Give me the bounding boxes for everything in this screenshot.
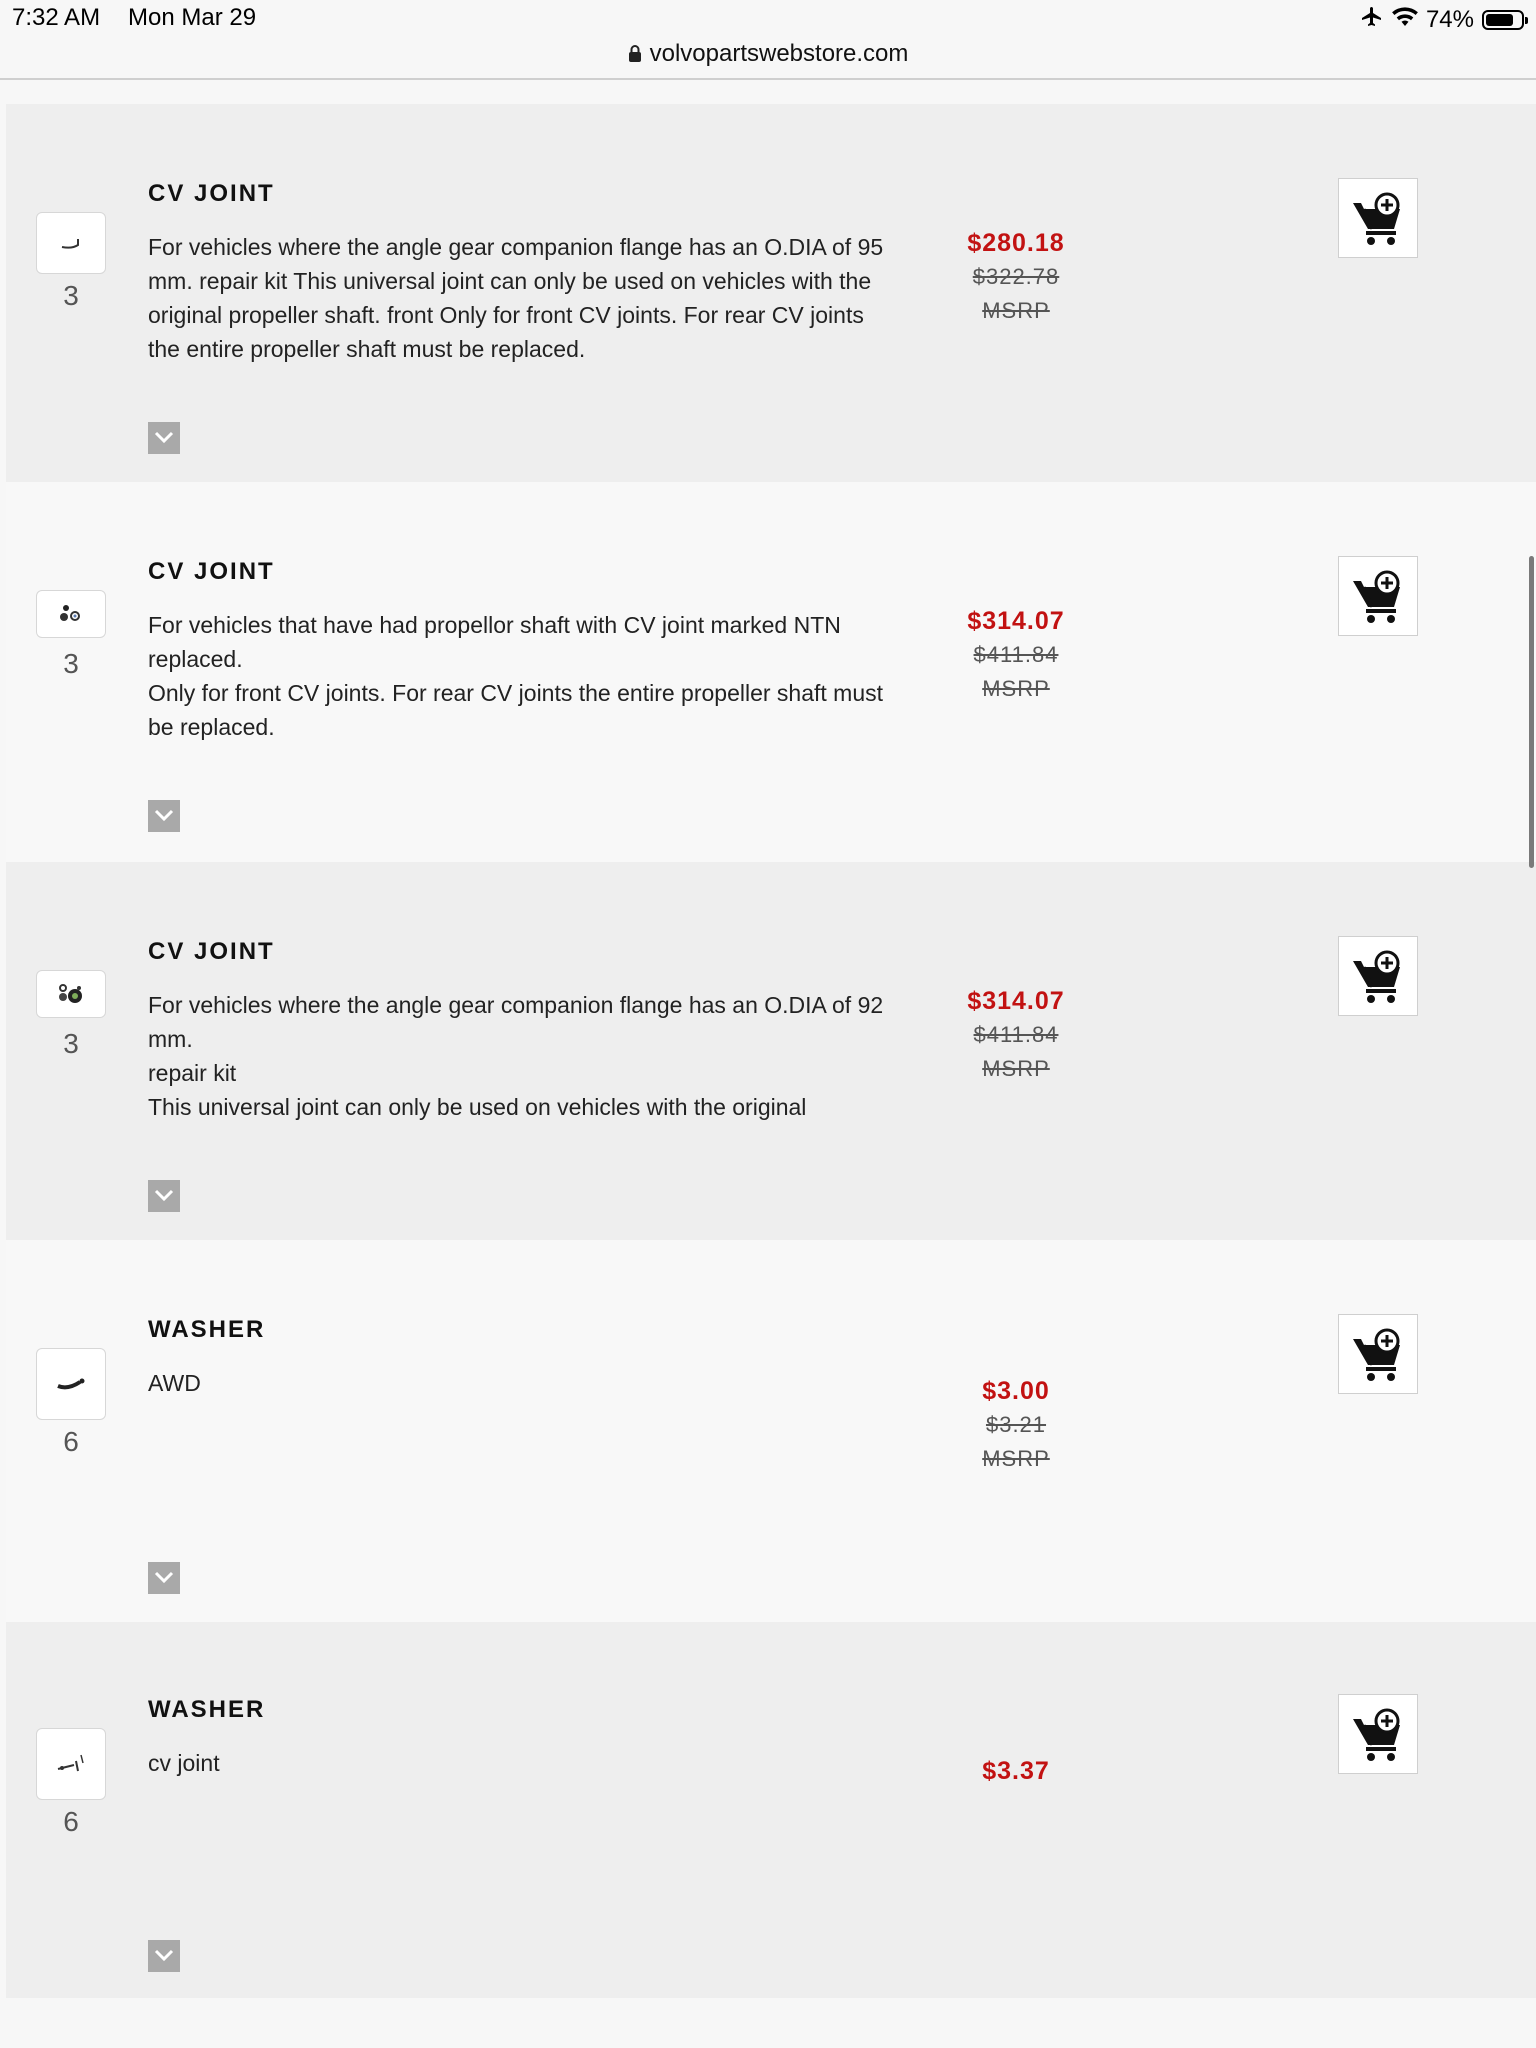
part-title[interactable]: CV JOINT — [148, 558, 275, 585]
part-row — [6, 482, 1536, 862]
price-block — [906, 984, 1126, 1086]
wifi-icon — [1392, 6, 1418, 35]
part-quantity: 6 — [63, 1426, 79, 1457]
price-block — [906, 1374, 1126, 1476]
msrp-label: MSRP — [982, 1446, 1050, 1471]
part-title[interactable]: WASHER — [148, 1316, 266, 1343]
add-to-cart-button[interactable] — [1338, 1314, 1418, 1394]
url-display[interactable] — [0, 40, 1536, 69]
expand-details-button[interactable] — [148, 1940, 180, 1972]
airplane-icon — [1360, 5, 1384, 36]
part-row — [6, 862, 1536, 1240]
expand-details-button[interactable] — [148, 1562, 180, 1594]
chevron-down-icon — [154, 1188, 174, 1204]
status-indicators — [1360, 4, 1524, 36]
expand-details-button[interactable] — [148, 1180, 180, 1212]
part-quantity: 6 — [63, 1806, 79, 1837]
address-bar[interactable] — [0, 40, 1536, 80]
parts-list — [6, 104, 1536, 1998]
part-quantity: 3 — [63, 1028, 79, 1059]
battery-icon — [1482, 10, 1524, 30]
lock-icon — [628, 41, 642, 69]
chevron-down-icon — [154, 1948, 174, 1964]
list-price: $411.84 — [973, 642, 1059, 667]
list-price: $3.21 — [985, 1412, 1047, 1437]
sale-price: $280.18 — [967, 229, 1065, 257]
part-thumbnail[interactable] — [36, 970, 106, 1018]
add-to-cart-icon — [1351, 191, 1407, 247]
expand-details-button[interactable] — [148, 800, 180, 832]
url-text: volvopartswebstore.com — [649, 40, 909, 67]
part-description: For vehicles that have had propellor shaft with CV joint marked NTN replaced. Only for front CV joints. For rear CV joints the entire propeller shaft must be replaced. — [148, 612, 884, 740]
part-description: AWD — [148, 1370, 201, 1396]
add-to-cart-icon — [1351, 1327, 1407, 1383]
part-title[interactable]: CV JOINT — [148, 938, 275, 965]
price-block — [906, 604, 1126, 706]
add-to-cart-button[interactable] — [1338, 936, 1418, 1016]
price-block — [906, 1754, 1126, 1788]
status-date: Mon Mar 29 — [128, 4, 257, 31]
add-to-cart-icon — [1351, 1707, 1407, 1763]
expand-details-button[interactable] — [148, 422, 180, 454]
add-to-cart-icon — [1351, 569, 1407, 625]
add-to-cart-button[interactable] — [1338, 1694, 1418, 1774]
msrp-label: MSRP — [982, 676, 1050, 701]
add-to-cart-icon — [1351, 949, 1407, 1005]
part-row — [6, 104, 1536, 482]
part-title[interactable]: CV JOINT — [148, 180, 275, 207]
part-description: cv joint — [148, 1750, 220, 1776]
battery-percent: 74% — [1425, 6, 1474, 33]
part-title[interactable]: WASHER — [148, 1696, 266, 1723]
status-bar — [0, 0, 1536, 40]
part-quantity: 3 — [63, 280, 79, 311]
part-thumbnail[interactable] — [36, 212, 106, 274]
list-price: $322.78 — [972, 264, 1060, 289]
part-description: For vehicles where the angle gear companion flange has an O.DIA of 95 mm. repair kit This universal joint can only be used on vehicles with the original propeller shaft. front Only for front CV joints. For rear CV joints the entire propeller shaft must be replaced. — [148, 234, 884, 362]
msrp-label: MSRP — [982, 1056, 1050, 1081]
add-to-cart-button[interactable] — [1338, 556, 1418, 636]
part-thumbnail[interactable] — [36, 1728, 106, 1800]
scrollbar[interactable] — [1529, 556, 1534, 868]
price-block — [906, 226, 1126, 328]
chevron-down-icon — [154, 1570, 174, 1586]
chevron-down-icon — [154, 808, 174, 824]
chevron-down-icon — [154, 430, 174, 446]
sale-price: $3.37 — [982, 1757, 1050, 1785]
part-thumbnail[interactable] — [36, 1348, 106, 1420]
list-price: $411.84 — [973, 1022, 1059, 1047]
part-thumbnail[interactable] — [36, 590, 106, 638]
part-row — [6, 1240, 1536, 1622]
sale-price: $3.00 — [982, 1377, 1050, 1405]
add-to-cart-button[interactable] — [1338, 178, 1418, 258]
status-time: 7:32 AM — [12, 4, 101, 31]
part-quantity: 3 — [63, 648, 79, 679]
part-description: For vehicles where the angle gear companion flange has an O.DIA of 92 mm. repair kit This universal joint can only be used on vehicles with the original — [148, 992, 884, 1120]
part-row — [6, 1622, 1536, 1998]
sale-price: $314.07 — [967, 607, 1065, 635]
sale-price: $314.07 — [967, 987, 1065, 1015]
msrp-label: MSRP — [982, 298, 1050, 323]
